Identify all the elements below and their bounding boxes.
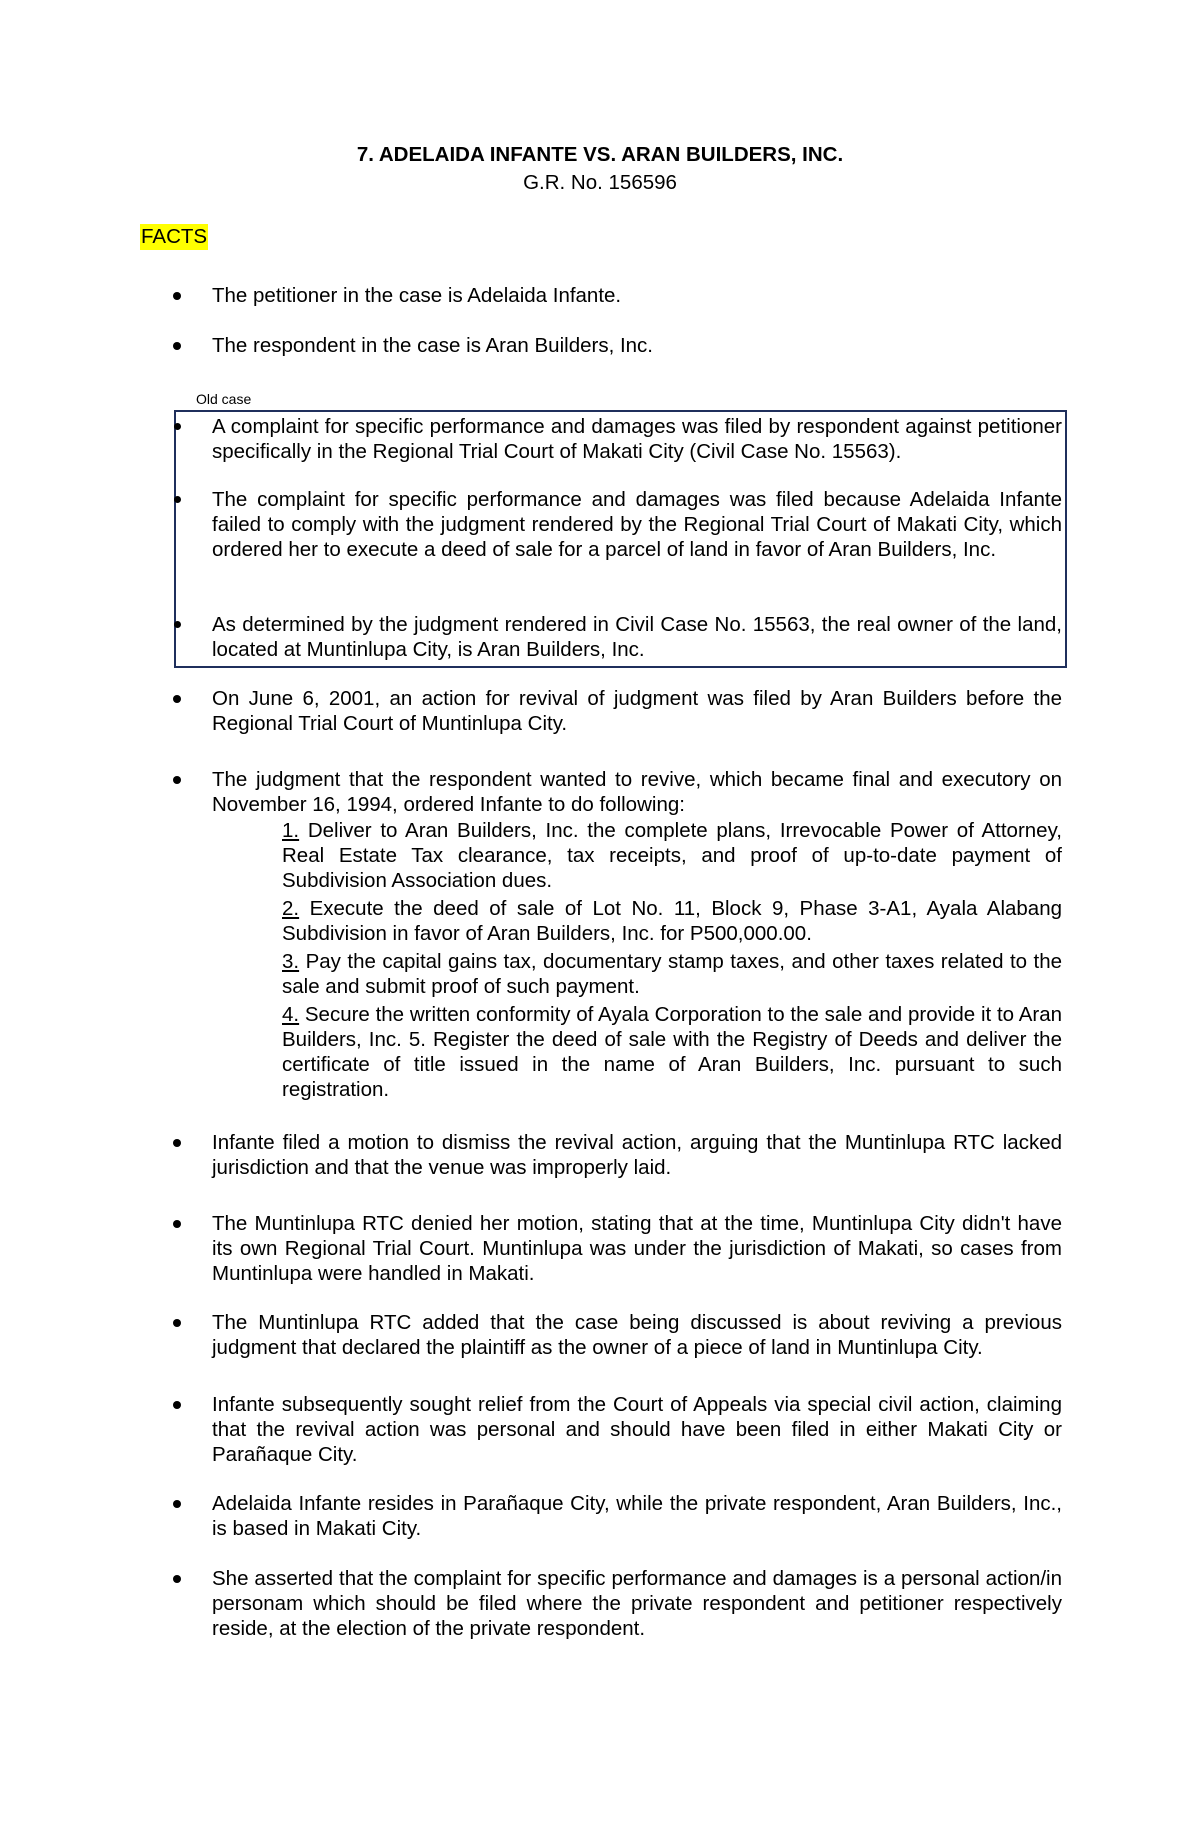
bullet-text: Adelaida Infante resides in Parañaque City, while the private respondent, Aran Builders, Inc., is based in Makati City. [212, 1492, 1062, 1540]
order-text: Pay the capital gains tax, documentary stamp taxes, and other taxes related to the sale and submit proof of such payment. [282, 950, 1062, 998]
bullet-text: She asserted that the complaint for specific performance and damages is a personal action/in personam which should be filed where the private respondent and petitioner respectively reside, at the election of the private respondent. [212, 1567, 1062, 1640]
bullet-text: Infante filed a motion to dismiss the revival action, arguing that the Muntinlupa RTC lacked jurisdiction and that the venue was improperly laid. [212, 1131, 1062, 1179]
order-item [282, 818, 1062, 893]
bullet-icon [174, 496, 181, 503]
order-item [282, 1002, 1062, 1102]
bullet-text: The respondent in the case is Aran Builders, Inc. [212, 334, 654, 357]
gr-number: G.R. No. 156596 [523, 171, 677, 194]
bullet-text: The complaint for specific performance and damages was filed because Adelaida Infante failed to comply with the judgment rendered by the Regional Trial Court of Makati City, which ordered her to execute a deed of sale for a parcel of land in favor of Aran Builders, Inc. [212, 488, 1062, 561]
bullet-icon [173, 1319, 181, 1327]
bullet-text: The Muntinlupa RTC added that the case being discussed is about reviving a previous judgment that declared the plaintiff as the owner of a piece of land in Muntinlupa City. [212, 1311, 1062, 1359]
bullet-text: Infante subsequently sought relief from the Court of Appeals via special civil action, claiming that the revival action was personal and should have been filed in either Makati City or Parañaque City. [212, 1393, 1062, 1466]
bullet-icon [174, 423, 181, 430]
bullet-icon [173, 1500, 181, 1508]
order-number: 3. [282, 950, 300, 973]
order-text: Secure the written conformity of Ayala Corporation to the sale and provide it to Aran Builders, Inc. 5. Register the deed of sale with the Registry of Deeds and deliver the certificate of title issued in the name of Aran Builders, Inc. pursuant to such registration. [282, 1003, 1062, 1101]
case-title: 7. ADELAIDA INFANTE VS. ARAN BUILDERS, INC. [356, 143, 844, 166]
order-number: 4. [282, 1003, 300, 1026]
facts-heading: FACTS [141, 225, 208, 248]
bullet-text: The petitioner in the case is Adelaida Infante. [212, 284, 622, 307]
old-case-label: Old case [196, 391, 252, 407]
bullet-icon [173, 292, 181, 300]
order-item [282, 896, 1062, 946]
order-item [282, 949, 1062, 999]
bullet-icon [173, 695, 181, 703]
order-number: 2. [282, 897, 300, 920]
bullet-icon [173, 1401, 181, 1409]
bullet-icon [173, 776, 181, 784]
bullet-text: On June 6, 2001, an action for revival of judgment was filed by Aran Builders before the Regional Trial Court of Muntinlupa City. [212, 687, 1062, 735]
bullet-text: As determined by the judgment rendered in Civil Case No. 15563, the real owner of the land, located at Muntinlupa City, is Aran Builders, Inc. [212, 613, 1062, 661]
bullet-icon [173, 1139, 181, 1147]
bullet-text: The judgment that the respondent wanted to revive, which became final and executory on November 16, 1994, ordered Infante to do following: [212, 768, 1062, 816]
bullet-text: The Muntinlupa RTC denied her motion, stating that at the time, Muntinlupa City didn't have its own Regional Trial Court. Muntinlupa was under the jurisdiction of Makati, so cases from Muntinlupa were handled in Makati. [212, 1212, 1062, 1285]
bullet-icon [173, 1575, 181, 1583]
order-text: Deliver to Aran Builders, Inc. the complete plans, Irrevocable Power of Attorney, Real Estate Tax clearance, tax receipts, and proof of up-to-date payment of Subdivision Association dues. [282, 819, 1062, 892]
bullet-icon [173, 1220, 181, 1228]
order-text: Execute the deed of sale of Lot No. 11, Block 9, Phase 3-A1, Ayala Alabang Subdivision in favor of Aran Builders, Inc. for P500,000.00. [282, 897, 1062, 945]
order-number: 1. [282, 819, 300, 842]
bullet-icon [174, 621, 181, 628]
bullet-text: A complaint for specific performance and damages was filed by respondent against petitioner specifically in the Regional Trial Court of Makati City (Civil Case No. 15563). [212, 415, 1062, 463]
bullet-icon [173, 342, 181, 350]
